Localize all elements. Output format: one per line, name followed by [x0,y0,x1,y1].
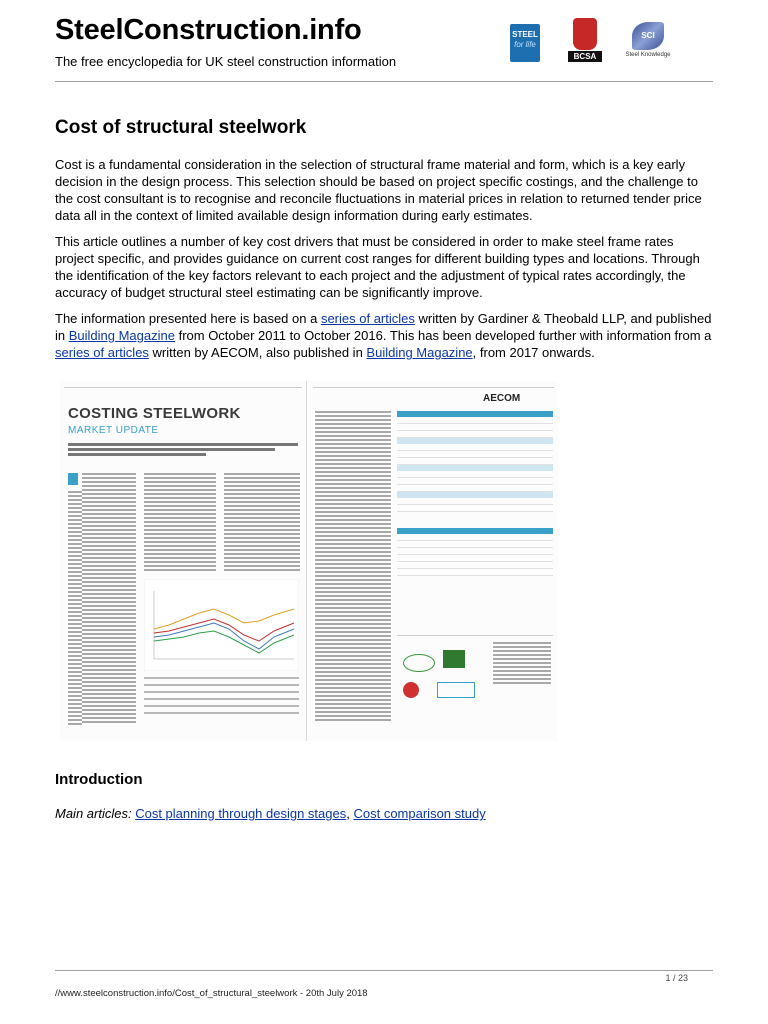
building-magazine-link-1[interactable]: Building Magazine [68,328,175,343]
figure-price-chart [144,579,299,671]
bcsa-logo-text: BCSA [568,51,602,62]
p3-text-5: , from 2017 onwards. [472,345,595,360]
page-number: 1 / 23 [665,973,688,983]
sponsor-logo-4 [437,682,475,698]
page-header-strip-right [313,383,554,388]
figure-sponsors [397,635,553,706]
costing-steelwork-figure[interactable] [60,381,558,741]
figure-dropcap [68,473,78,485]
series-of-articles-link-1[interactable]: series of articles [320,311,415,326]
figure-rates-table [397,411,553,576]
sponsor-logo-3 [403,682,419,698]
intro-paragraph-2: This article outlines a number of key cost drivers that must be considered in order to make steel frame rates project specific, and provides guidance on current cost ranges for different building types and locations. Through the identification of the key factors relevant to each project and the adjustment of typical rates accordingly, the accuracy of budget structural steel estimating can be significantly improve. [55,234,700,300]
building-magazine-link-2[interactable]: Building Magazine [366,345,473,360]
main-articles-separator: , [346,806,354,821]
cost-comparison-link[interactable]: Cost comparison study [353,806,486,821]
site-title: SteelConstruction.info [55,14,362,46]
sponsor-list-text [493,642,551,686]
figure-forecast-table [144,677,299,725]
text-column-r1 [315,411,391,723]
aecom-logo: AECOM [483,393,521,404]
bcsa-logo [562,18,608,64]
intro-paragraph-1: Cost is a fundamental consideration in the selection of structural frame material and form, which is a key early decision in the design process. This selection should be based on project specific costings, and the challenge to the cost consultant is to recognise and reconcile fluctuations in material prices in relation to returned tender price data all in the context of limited available design information during early estimates. [55,157,702,223]
text-column-2 [144,473,216,573]
steel-for-life-logo-subtext: for life [514,40,536,49]
steel-for-life-logo [510,24,540,62]
intro-paragraph-3 [55,310,715,361]
p3-text-2: written by Gardiner & Theobald LLP, and published in [55,311,712,343]
partner-logos [510,18,710,64]
footer-url: //www.steelconstruction.info/Cost_of_structural_steelwork - 20th July 2018 [55,988,368,999]
sponsor-logo-2 [443,650,465,668]
main-articles-label: Main articles: [55,806,136,821]
footer-divider [55,970,713,971]
site-tagline: The free encyclopedia for UK steel construction information [55,54,397,69]
figure-subtitle: MARKET UPDATE [68,425,159,436]
magazine-page-right [309,381,558,741]
text-column-1a [82,473,136,725]
sci-logo-mark: SCI [632,22,664,50]
cost-planning-link[interactable]: Cost planning through design stages [135,806,347,821]
main-articles-line [55,806,486,821]
sci-logo [618,22,678,64]
series-of-articles-link-2[interactable]: series of articles [55,345,149,360]
text-column-1b [68,491,82,727]
header-divider [55,81,713,82]
p3-text-1: The information presented here is based on a [55,311,321,326]
sponsor-logo-1 [403,654,435,672]
sci-logo-caption: Steel Knowledge [625,52,671,58]
magazine-page-left [60,381,307,741]
steel-for-life-logo-text: STEEL [512,30,538,39]
p3-text-4: written by AECOM, also published in [148,345,367,360]
page-title: Cost of structural steelwork [55,117,307,138]
bcsa-crest-icon [573,18,597,50]
text-column-3 [224,473,300,573]
page-header-strip [64,383,302,388]
figure-lede-lines [68,443,298,457]
figure-title: COSTING STEELWORK [68,405,241,422]
section-heading-introduction: Introduction [55,771,143,788]
p3-text-3: from October 2011 to October 2016. This has been developed further with information from a [174,328,712,343]
